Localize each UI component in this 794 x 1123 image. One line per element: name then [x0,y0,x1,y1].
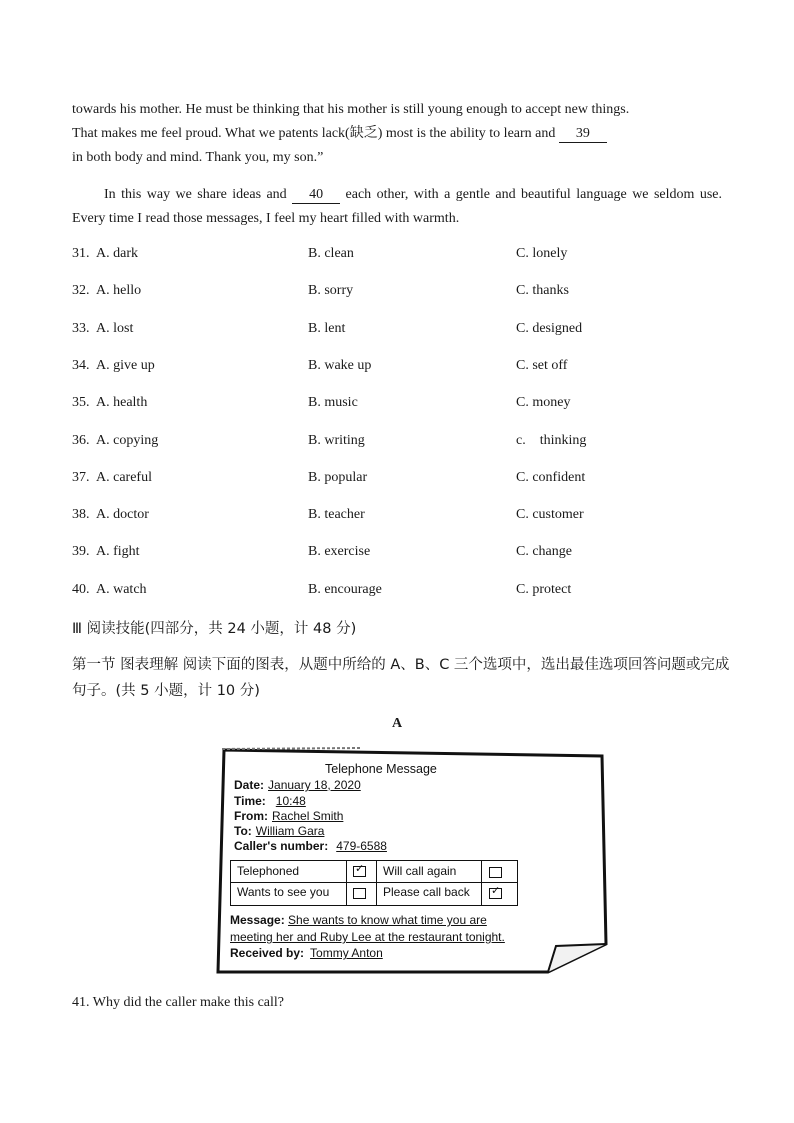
check-mark-icon: ✓ [491,885,501,897]
date-field [234,778,361,792]
please-call-back-label: Please call back [383,885,470,899]
passage-text: In this way we share ideas and [104,187,293,202]
telephoned-label: Telephoned [237,864,300,878]
option-a: A. careful [96,469,152,485]
passage-line: in both body and mind. Thank you, my son.” [72,150,324,165]
option-b: B. writing [308,432,365,448]
passage-line: towards his mother. He must be thinking that his mother is still young enough to accept new things. [72,102,630,117]
question-row [72,544,722,564]
message-text: She wants to know what time you are meeting her and Ruby Lee at the restaurant tonight. [230,913,505,944]
question-number: 34. [72,357,90,373]
option-b: B. encourage [308,581,382,597]
option-c: C. set off [516,357,568,373]
option-a: A. watch [96,581,147,597]
call-status-table [230,860,518,906]
question-number: 36. [72,432,90,448]
message-field [230,912,530,946]
option-a: A. fight [96,544,140,560]
passage-paragraph-2 [72,183,722,231]
telephoned-checkbox [353,863,366,877]
option-b: B. teacher [308,507,365,523]
question-row [72,433,722,453]
question-row [72,358,722,378]
time-field [234,794,306,808]
blank-39: 39 [559,126,607,143]
question-number: 33. [72,320,90,336]
from-value: Rachel Smith [272,809,344,823]
option-a: A. give up [96,357,155,373]
question-number: 40. [72,581,90,597]
to-label: To: [234,824,252,838]
blank-40: 40 [292,187,340,204]
option-c: C. money [516,395,571,411]
wants-to-see-you-label: Wants to see you [237,885,330,899]
option-a: A. dark [96,246,138,261]
option-a: A. copying [96,432,159,448]
question-number: 38. [72,507,90,523]
option-b: B. wake up [308,357,372,373]
question-row [72,283,722,303]
will-call-again-label: Will call again [383,864,457,878]
card-title: Telephone Message [325,762,437,776]
option-a: A. doctor [96,507,149,523]
please-call-back-checkbox [489,885,502,899]
to-field [234,824,324,838]
date-label: Date: [234,778,265,792]
option-c: C. change [516,544,572,560]
time-label: Time: [234,794,266,808]
question-number: 37. [72,469,90,485]
option-c: C. customer [516,507,584,523]
option-b: B. exercise [308,544,371,560]
option-a: A. health [96,395,148,411]
passage-text: That makes me feel proud. What we patents lack(缺乏) most is the ability to learn and [72,126,559,141]
option-b: B. sorry [308,283,354,299]
time-value: 10:48 [275,794,306,808]
to-value: William Gara [255,824,325,838]
passage-paragraph-1 [72,98,722,170]
question-row [72,507,722,527]
received-by-label: Received by: [230,946,305,960]
section-title: Ⅲ 阅读技能(四部分，共 24 小题，计 48 分) [72,621,357,637]
option-b: B. lent [308,320,346,336]
question-row [72,582,722,602]
passage-line [72,122,722,146]
passage-label: A [391,716,403,731]
from-label: From: [234,809,268,823]
message-label: Message: [230,913,285,927]
question-number: 32. [72,283,90,299]
passage-line [72,183,722,231]
option-c: C. protect [516,581,572,597]
received-by-value: Tommy Anton [310,946,383,960]
option-c: C. lonely [516,246,568,261]
passage-text: each other, with a gentle and beautiful language we seldom use. Every time I read those messages, I feel my heart filled with warmth. [72,187,722,226]
caller-number-label: Caller's number: [234,839,329,853]
question-row [72,470,722,490]
wants-to-see-you-checkbox [353,888,366,899]
question-row [72,395,722,415]
option-a: A. hello [96,283,142,299]
option-b: B. clean [308,246,354,261]
option-b: B. popular [308,469,368,485]
option-c: c. thinking [516,432,587,448]
option-c: C. thanks [516,283,569,299]
question-41: 41. Why did the caller make this call? [72,995,285,1010]
date-value: January 18, 2020 [268,778,361,792]
option-b: B. music [308,395,358,411]
telephone-message-card [210,744,620,982]
question-number: 35. [72,395,90,411]
received-by-field [230,946,383,960]
question-row [72,321,722,341]
option-a: A. lost [96,320,134,336]
option-c: C. confident [516,469,586,485]
section-instructions: 第一节 图表理解 阅读下面的图表，从题中所给的 A、B、C 三个选项中，选出最佳选项回答问题或完成句子。(共 5 小题，计 10 分) [72,657,730,699]
question-row [72,246,722,266]
caller-number-field [234,839,387,853]
from-field [234,809,343,823]
will-call-again-checkbox [489,867,502,878]
check-mark-icon: ✓ [355,863,365,875]
caller-number-value: 479-6588 [336,839,387,853]
question-number: 39. [72,544,90,560]
question-number: 31. [72,246,90,261]
option-c: C. designed [516,320,583,336]
